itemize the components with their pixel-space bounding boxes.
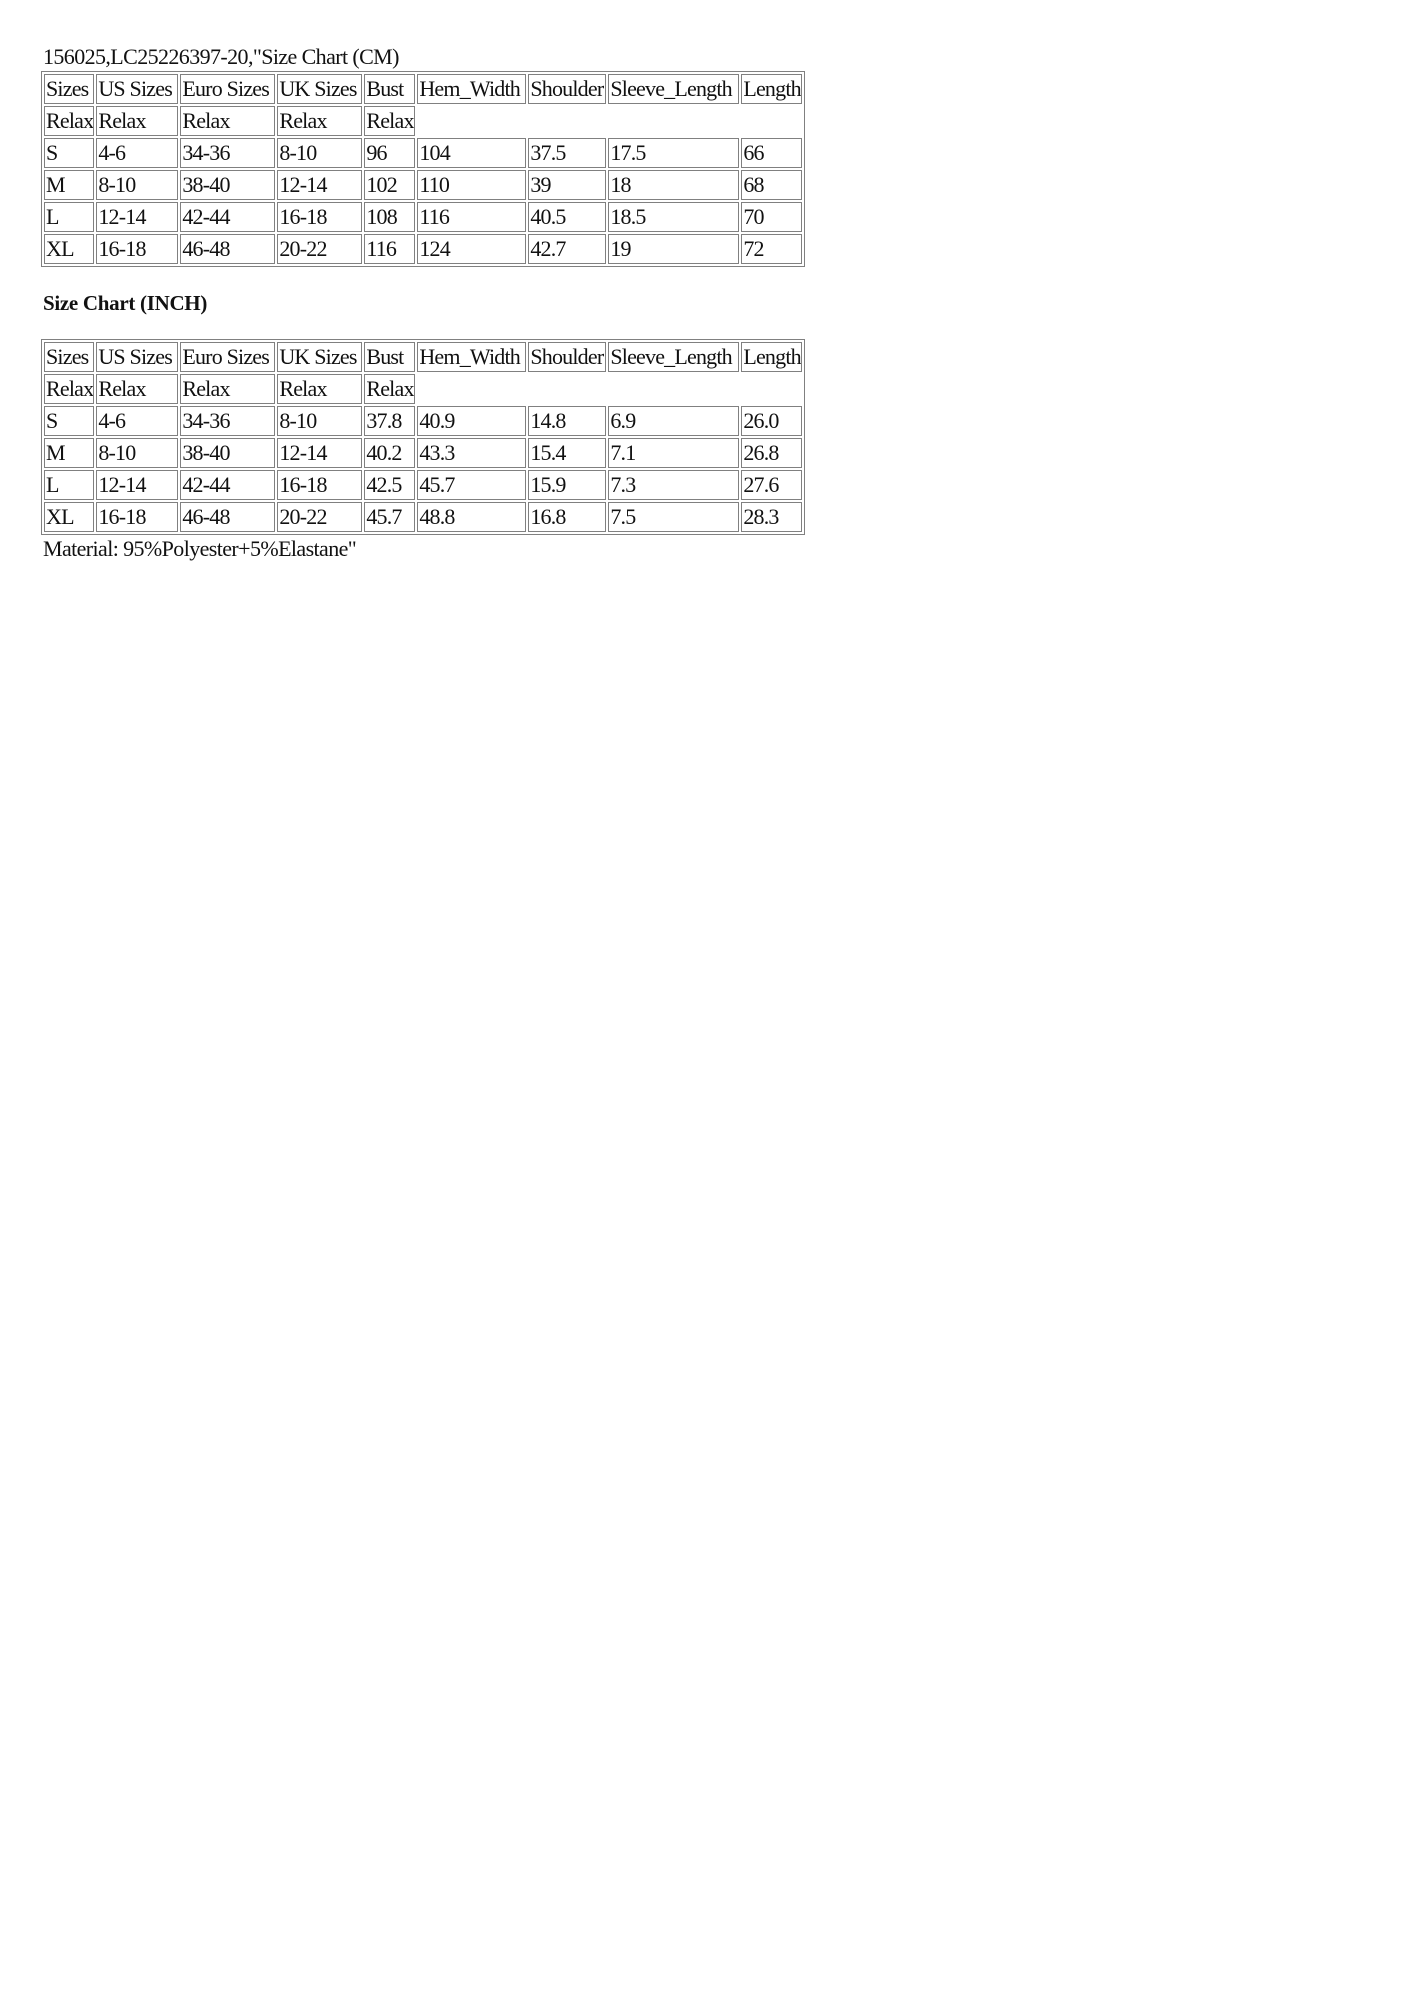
- column-header: Length: [741, 74, 802, 104]
- table-cell: 7.5: [608, 502, 739, 532]
- table-cell: 38-40: [180, 170, 275, 200]
- table-cell: 28.3: [741, 502, 802, 532]
- table-cell: 12-14: [277, 438, 362, 468]
- table-cell: 40.2: [364, 438, 415, 468]
- table-cell: 18.5: [608, 202, 739, 232]
- table-cell: 39: [528, 170, 606, 200]
- table-cell: 124: [417, 234, 526, 264]
- table-cell: 26.8: [741, 438, 802, 468]
- relax-cell: Relax: [180, 374, 275, 404]
- table-cell: 14.8: [528, 406, 606, 436]
- table-cell: 116: [364, 234, 415, 264]
- relax-cell: Relax: [277, 106, 362, 136]
- table-row: [44, 202, 802, 232]
- table-cell: 8-10: [96, 438, 178, 468]
- table-cell: 20-22: [277, 234, 362, 264]
- table-cell: 66: [741, 138, 802, 168]
- table-cell: 104: [417, 138, 526, 168]
- table-cell: 4-6: [96, 406, 178, 436]
- relax-cell: Relax: [96, 106, 178, 136]
- empty-cell: [417, 106, 802, 136]
- table-cell: 4-6: [96, 138, 178, 168]
- table-row: [44, 406, 802, 436]
- table-cell: 96: [364, 138, 415, 168]
- table-cell: 68: [741, 170, 802, 200]
- table-row: [44, 502, 802, 532]
- column-header: Sizes: [44, 74, 94, 104]
- column-header: Euro Sizes: [180, 74, 275, 104]
- table-cell: 27.6: [741, 470, 802, 500]
- table-cell: 34-36: [180, 138, 275, 168]
- table-row: [44, 138, 802, 168]
- empty-cell: [417, 374, 802, 404]
- relax-cell: Relax: [44, 106, 94, 136]
- table-cell: 42.5: [364, 470, 415, 500]
- column-header: Length: [741, 342, 802, 372]
- table-cell: 110: [417, 170, 526, 200]
- table-cell: 43.3: [417, 438, 526, 468]
- table-cell: 16-18: [96, 502, 178, 532]
- table-cell: L: [44, 202, 94, 232]
- relax-row: [44, 106, 802, 136]
- table-cell: 16-18: [277, 202, 362, 232]
- table-cell: 34-36: [180, 406, 275, 436]
- column-header: Sleeve_Length: [608, 74, 739, 104]
- table-cell: 38-40: [180, 438, 275, 468]
- table-cell: 46-48: [180, 234, 275, 264]
- table-row: [44, 470, 802, 500]
- table-cell: 48.8: [417, 502, 526, 532]
- table-cell: 8-10: [96, 170, 178, 200]
- table-cell: 8-10: [277, 138, 362, 168]
- table-cell: M: [44, 170, 94, 200]
- table-cell: 40.5: [528, 202, 606, 232]
- table-cell: 37.5: [528, 138, 606, 168]
- column-header: US Sizes: [96, 74, 178, 104]
- table-cell: 42-44: [180, 470, 275, 500]
- document: [43, 43, 1043, 563]
- table-cell: 16.8: [528, 502, 606, 532]
- table-cell: 8-10: [277, 406, 362, 436]
- column-header: Bust: [364, 74, 415, 104]
- column-header: UK Sizes: [277, 342, 362, 372]
- table-cell: M: [44, 438, 94, 468]
- table-cell: 102: [364, 170, 415, 200]
- column-header: UK Sizes: [277, 74, 362, 104]
- table-cell: S: [44, 406, 94, 436]
- table-header-row: [44, 74, 802, 104]
- relax-cell: Relax: [180, 106, 275, 136]
- table-cell: 7.3: [608, 470, 739, 500]
- column-header: Bust: [364, 342, 415, 372]
- table-cell: 19: [608, 234, 739, 264]
- relax-cell: Relax: [277, 374, 362, 404]
- relax-row: [44, 374, 802, 404]
- table-cell: 12-14: [96, 202, 178, 232]
- relax-cell: Relax: [44, 374, 94, 404]
- table-cell: 45.7: [364, 502, 415, 532]
- table-cell: XL: [44, 502, 94, 532]
- table-cell: 40.9: [417, 406, 526, 436]
- relax-cell: Relax: [364, 374, 415, 404]
- column-header: Shoulder: [528, 342, 606, 372]
- table-cell: 15.9: [528, 470, 606, 500]
- table-cell: 12-14: [96, 470, 178, 500]
- table-cell: XL: [44, 234, 94, 264]
- table-cell: 17.5: [608, 138, 739, 168]
- table-cell: 6.9: [608, 406, 739, 436]
- table-cell: 12-14: [277, 170, 362, 200]
- table-cell: 15.4: [528, 438, 606, 468]
- table-cell: 20-22: [277, 502, 362, 532]
- column-header: Hem_Width: [417, 342, 526, 372]
- material-line: Material: 95%Polyester+5%Elastane": [43, 536, 357, 561]
- table-cell: 18: [608, 170, 739, 200]
- table-row: [44, 438, 802, 468]
- table-cell: 7.1: [608, 438, 739, 468]
- table-cell: 16-18: [277, 470, 362, 500]
- column-header: Shoulder: [528, 74, 606, 104]
- table-cell: 108: [364, 202, 415, 232]
- table-cell: 42.7: [528, 234, 606, 264]
- table-row: [44, 170, 802, 200]
- table-cell: 37.8: [364, 406, 415, 436]
- table-cell: 116: [417, 202, 526, 232]
- table-row: [44, 234, 802, 264]
- column-header: Sleeve_Length: [608, 342, 739, 372]
- table-cell: S: [44, 138, 94, 168]
- size-chart-inch-heading: Size Chart (INCH): [43, 291, 208, 315]
- table-cell: 16-18: [96, 234, 178, 264]
- relax-cell: Relax: [364, 106, 415, 136]
- column-header: US Sizes: [96, 342, 178, 372]
- table-cell: 45.7: [417, 470, 526, 500]
- table-cell: 46-48: [180, 502, 275, 532]
- table-cell: 26.0: [741, 406, 802, 436]
- column-header: Sizes: [44, 342, 94, 372]
- header-line: 156025,LC25226397-20,"Size Chart (CM): [43, 44, 399, 69]
- table-header-row: [44, 342, 802, 372]
- table-cell: 72: [741, 234, 802, 264]
- table-cell: 42-44: [180, 202, 275, 232]
- size-chart-cm-table: [41, 71, 805, 267]
- relax-cell: Relax: [96, 374, 178, 404]
- table-cell: 70: [741, 202, 802, 232]
- column-header: Hem_Width: [417, 74, 526, 104]
- size-chart-inch-table: [41, 339, 805, 535]
- column-header: Euro Sizes: [180, 342, 275, 372]
- table-cell: L: [44, 470, 94, 500]
